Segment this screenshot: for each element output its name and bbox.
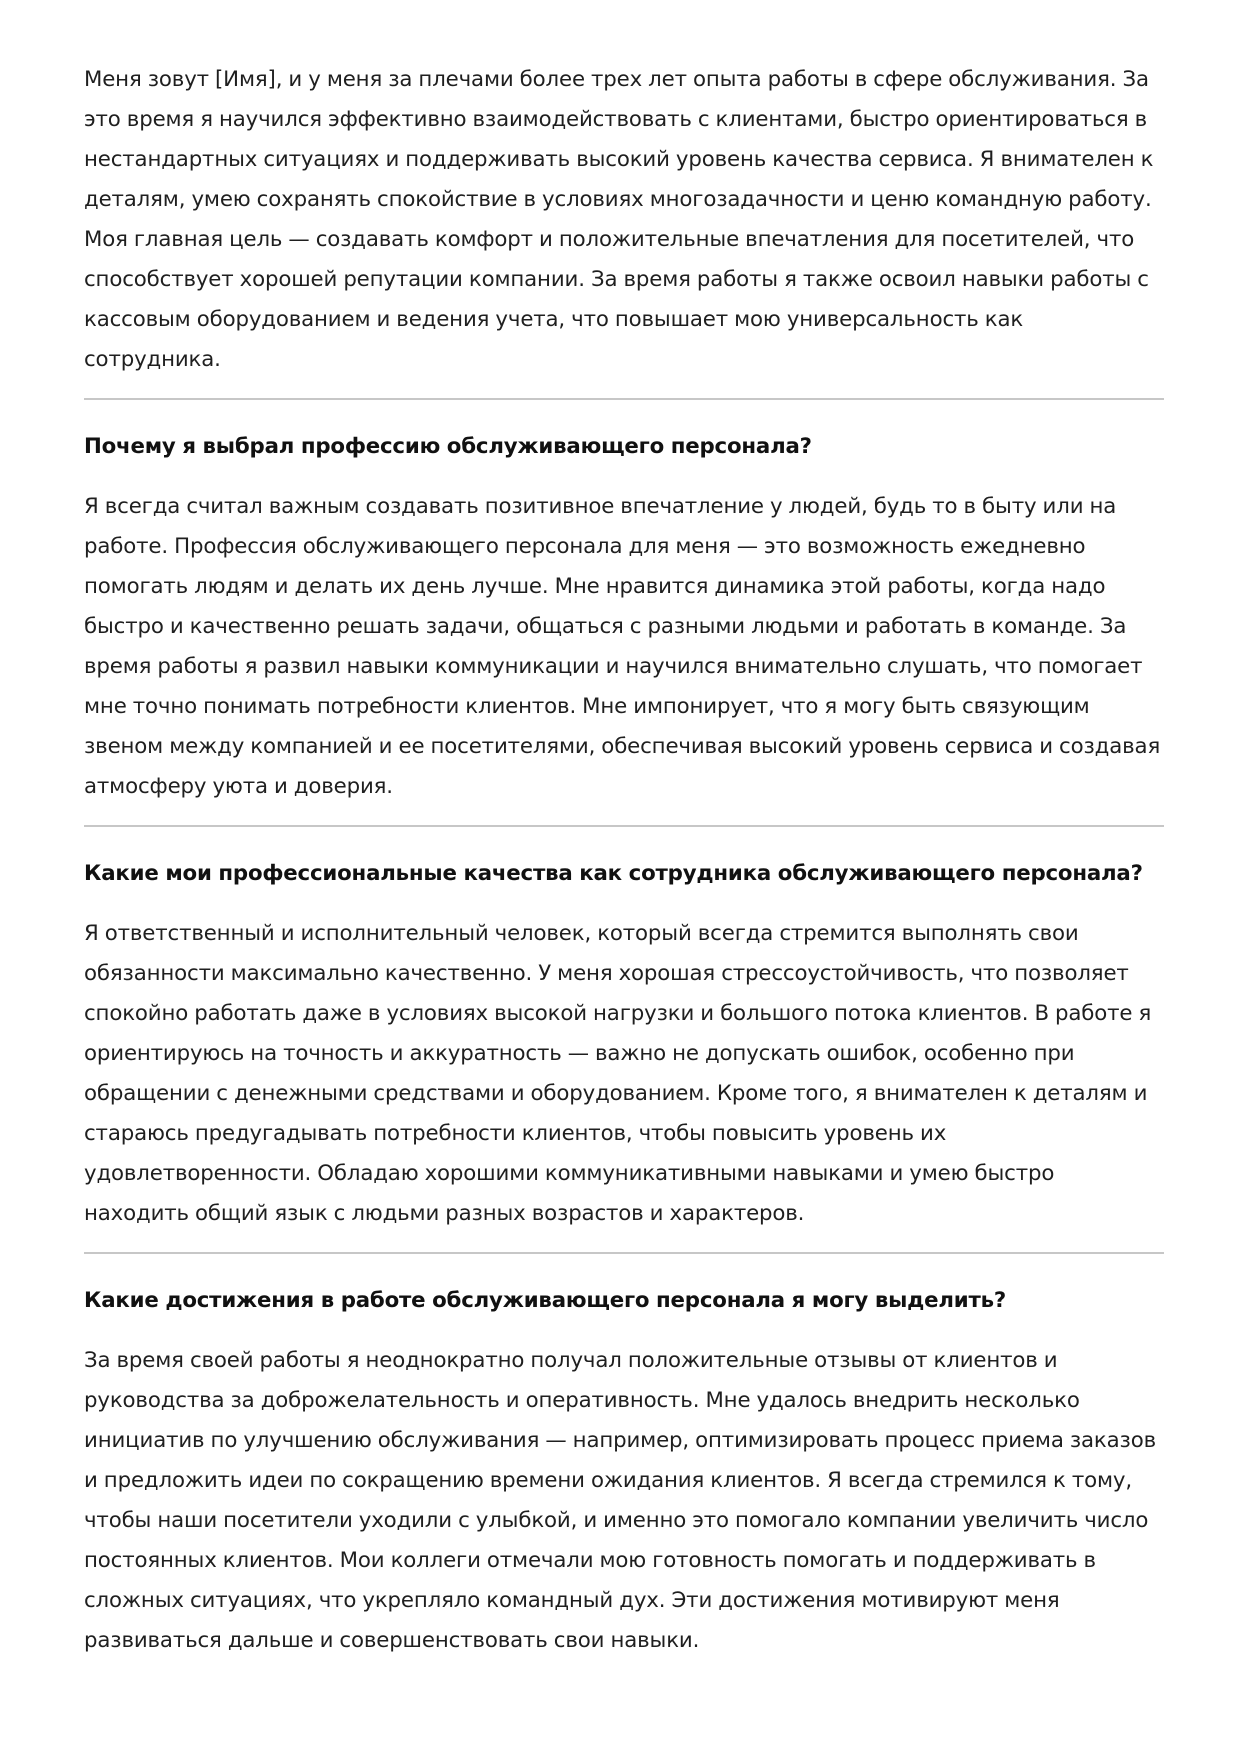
intro-paragraph: Меня зовут [Имя], и у меня за плечами более трех лет опыта работы в сфере обслуживания. За это время я научился эффективно взаимодействовать с клиентами, быстро ориентироваться в нестандартных ситуациях и поддерживать высокий уровень качества сервиса. Я внимателен к деталям, умею сохранять спокойствие в условиях многозадачности и ценю командную работу. Моя главная цель — создавать комфорт и положительные впечатления для посетителей, что способствует хорошей репутации компании. За время работы я также освоил навыки работы с кассовым оборудованием и ведения учета, что повышает мою универсальность как сотрудника. <box>84 67 1154 372</box>
document-body <box>84 60 1164 1661</box>
section-heading: Какие достижения в работе обслуживающего персонала я могу выделить? <box>84 1288 1007 1313</box>
section-why-profession <box>84 427 1164 807</box>
section-divider <box>84 398 1164 400</box>
section-professional-qualities <box>84 854 1164 1234</box>
section-heading: Почему я выбрал профессию обслуживающего персонала? <box>84 434 812 459</box>
section-paragraph: Я ответственный и исполнительный человек, который всегда стремится выполнять свои обязанности максимально качественно. У меня хорошая стрессоустойчивость, что позволяет спокойно работать даже в условиях высокой нагрузки и большого потока клиентов. В работе я ориентируюсь на точность и аккуратность — важно не допускать ошибок, особенно при обращении с денежными средствами и оборудованием. Кроме того, я внимателен к деталям и стараюсь предугадывать потребности клиентов, чтобы повысить уровень их удовлетворенности. Обладаю хорошими коммуникативными навыками и умею быстро находить общий язык с людьми разных возрастов и характеров. <box>84 921 1152 1226</box>
section-divider <box>84 1252 1164 1254</box>
section-paragraph: За время своей работы я неоднократно получал положительные отзывы от клиентов и руководства за доброжелательность и оперативность. Мне удалось внедрить несколько инициатив по улучшению обслуживания — например, оптимизировать процесс приема заказов и предложить идеи по сокращению времени ожидания клиентов. Я всегда стремился к тому, чтобы наши посетители уходили с улыбкой, и именно это помогало компании увеличить число постоянных клиентов. Мои коллеги отмечали мою готовность помогать и поддерживать в сложных ситуациях, что укрепляло командный дух. Эти достижения мотивируют меня развиваться дальше и совершенствовать свои навыки. <box>84 1348 1156 1653</box>
section-divider <box>84 825 1164 827</box>
section-heading: Какие мои профессиональные качества как сотрудника обслуживающего персонала? <box>84 861 1143 886</box>
section-achievements <box>84 1281 1164 1661</box>
section-paragraph: Я всегда считал важным создавать позитивное впечатление у людей, будь то в быту или на работе. Профессия обслуживающего персонала для меня — это возможность ежедневно помогать людям и делать их день лучше. Мне нравится динамика этой работы, когда надо быстро и качественно решать задачи, общаться с разными людьми и работать в команде. За время работы я развил навыки коммуникации и научился внимательно слушать, что помогает мне точно понимать потребности клиентов. Мне импонирует, что я могу быть связующим звеном между компанией и ее посетителями, обеспечивая высокий уровень сервиса и создавая атмосферу уюта и доверия. <box>84 494 1161 799</box>
